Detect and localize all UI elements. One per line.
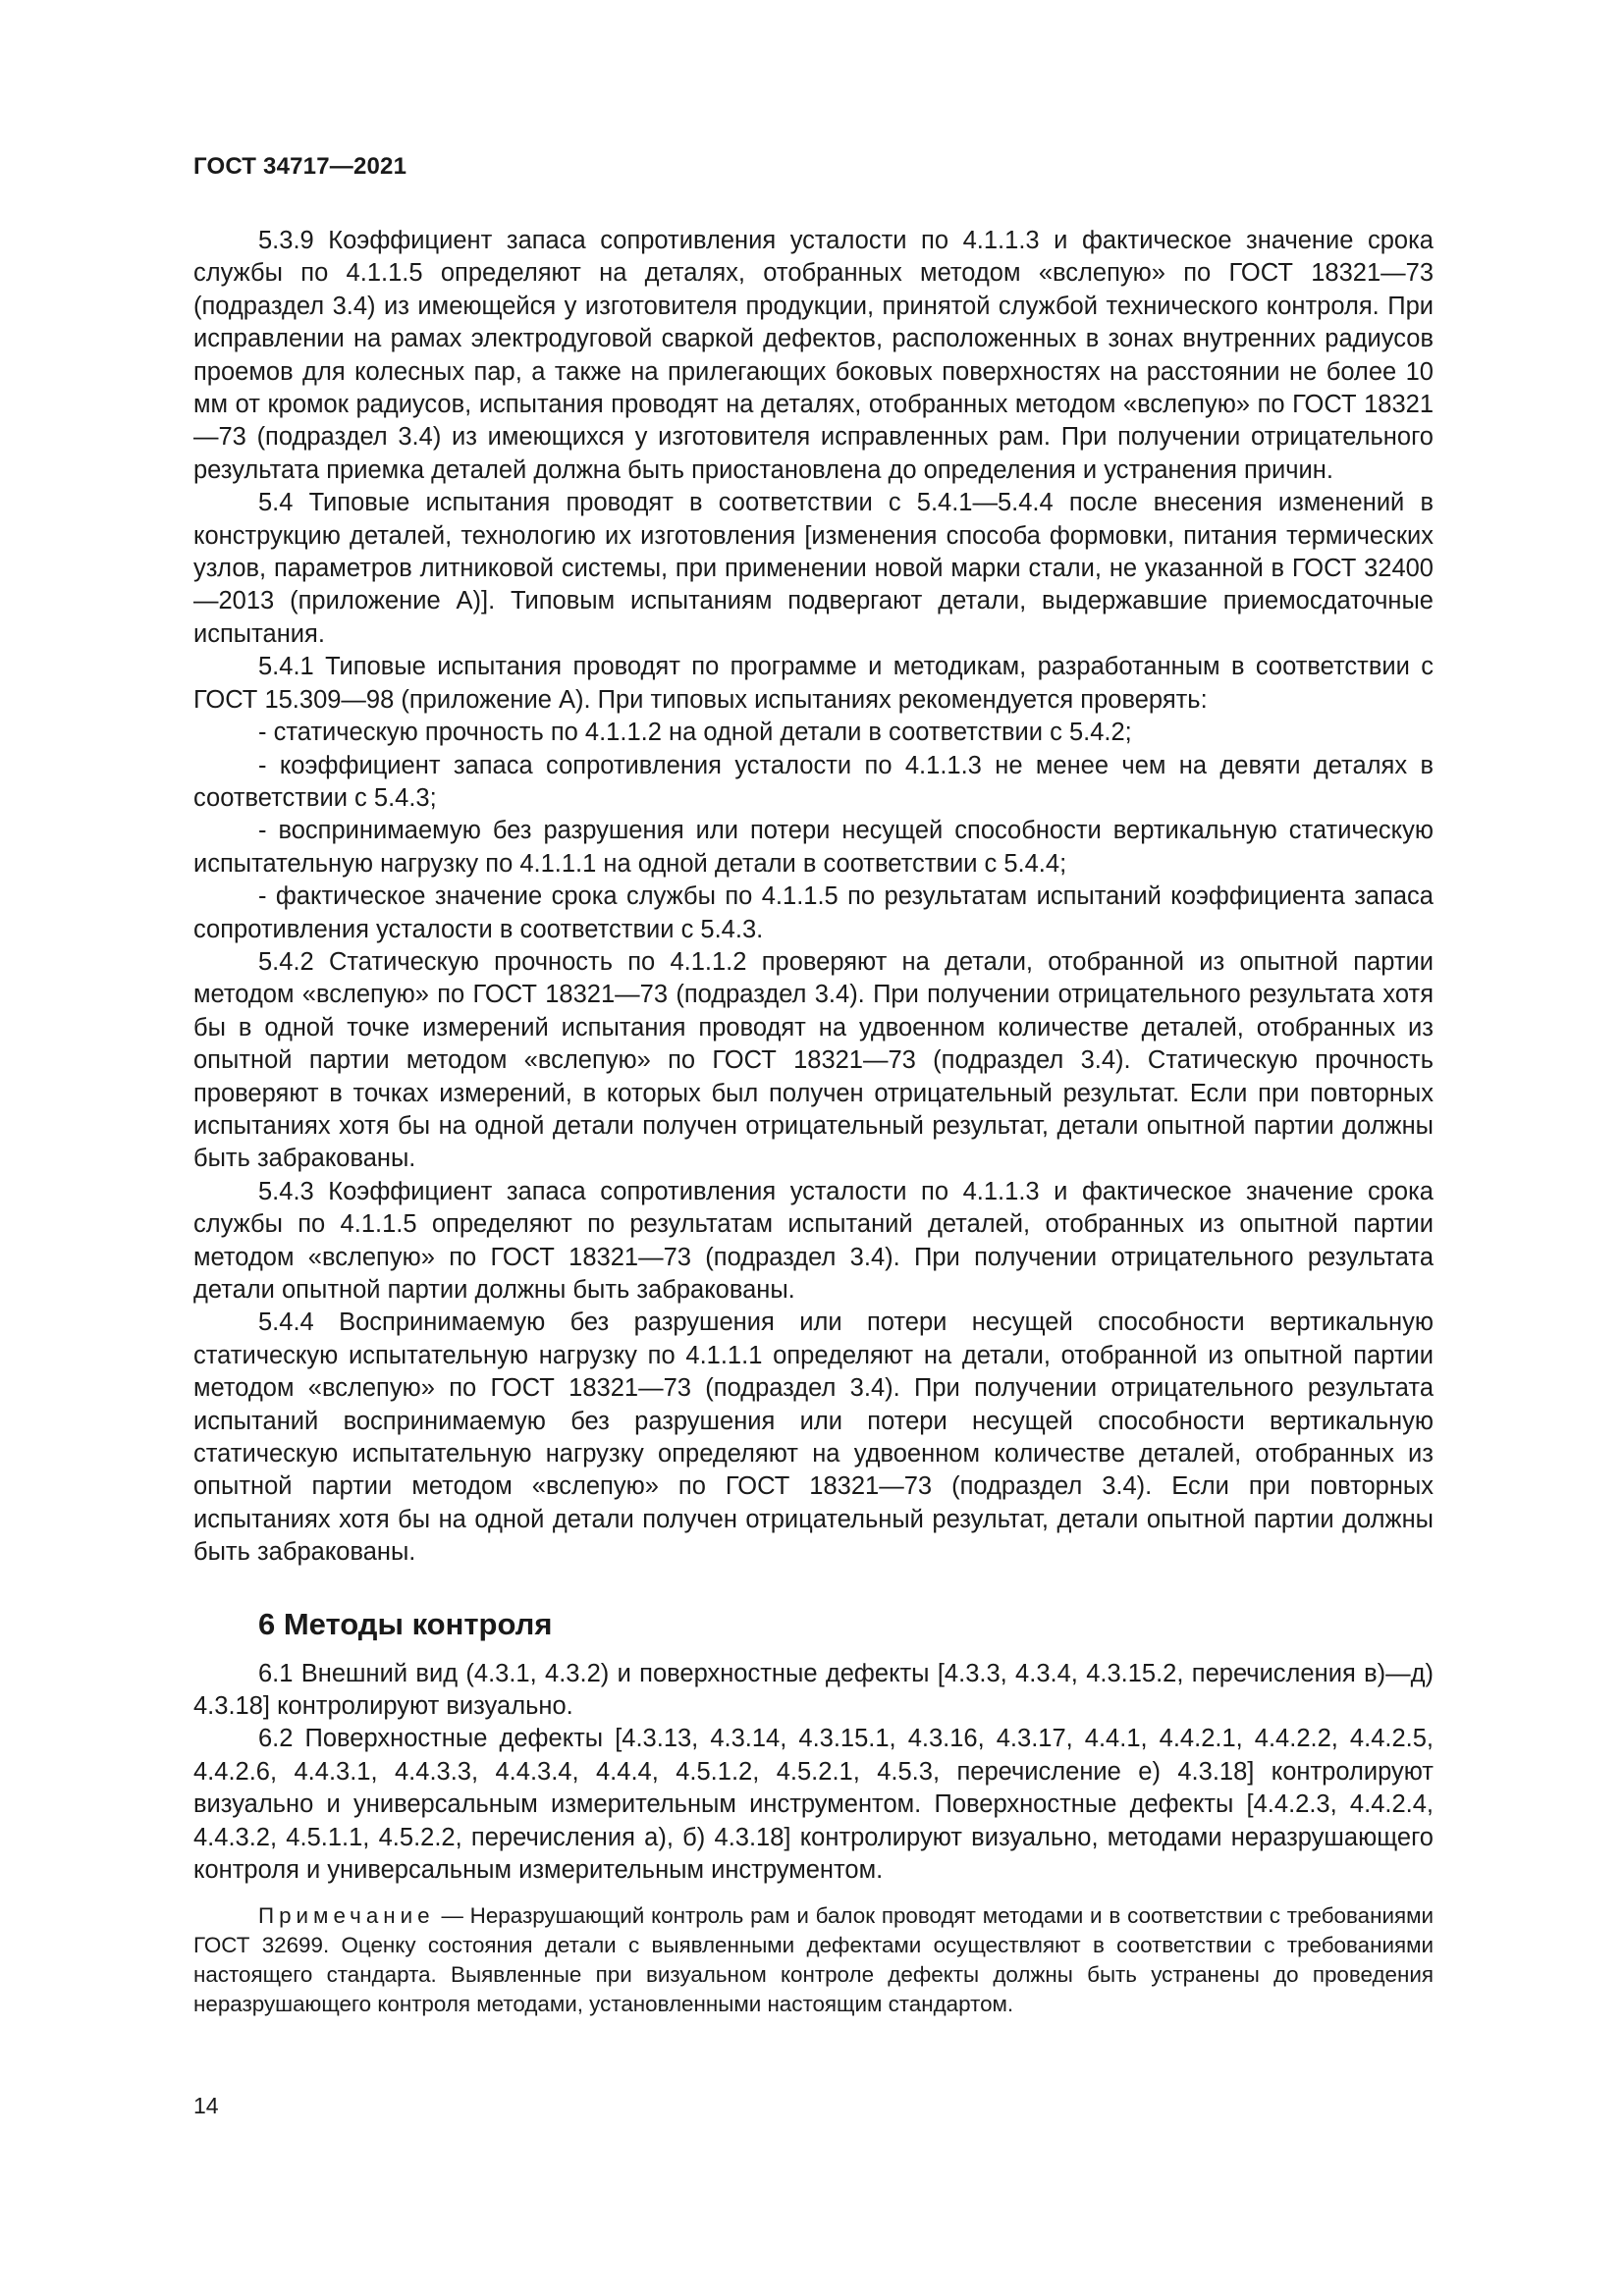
note-label: Примечание — [258, 1902, 435, 1928]
section-title: 6 Методы контроля — [258, 1606, 553, 1641]
list-item: - коэффициент запаса сопротивления усталости по 4.1.1.3 не менее чем на девяти деталях в соответствии с 5.4.3; — [193, 751, 1434, 812]
list-item: - фактическое значение срока службы по 4.1.1.5 по результатам испытаний коэффициента запаса сопротивления усталости в соответствии с 5.4.3. — [193, 882, 1434, 943]
paragraph-5-4-1: 5.4.1 Типовые испытания проводят по программе и методикам, разработанным в соответствии с ГОСТ 15.309—98 (приложение А). При типовых испытаниях рекомендуется проверять: — [193, 653, 1434, 714]
paragraph-6-2: 6.2 Поверхностные дефекты [4.3.13, 4.3.14, 4.3.15.1, 4.3.16, 4.3.17, 4.4.1, 4.4.2.1, 4.4.2.2, 4.4.2.5, 4.4.2.6, 4.4.3.1, 4.4.3.3, 4.4.3.4, 4.4.4, 4.5.1.2, 4.5.2.1, 4.5.3, перечисление е) 4.3.18] контролируют визуально и универсальным измерительным инструментом. Поверхностные дефекты [4.4.2.3, 4.4.2.4, 4.4.3.2, 4.5.1.1, 4.5.2.2, перечисления а), б) 4.3.18] контролируют визуально, методами неразрушающего контроля и универсальным измерительным инструментом. — [193, 1725, 1434, 1885]
paragraph-5-4-2: 5.4.2 Статическую прочность по 4.1.1.2 проверяют на детали, отобранной из опытной партии методом «вслепую» по ГОСТ 18321—73 (подраздел 3.4). При получении отрицательного результата хотя бы в одной точке измерений испытания проводят на удвоенном количестве деталей, отобранных из опытной партии методом «вслепую» по ГОСТ 18321—73 (подраздел 3.4). Статическую прочность проверяют в точках измерений, в которых был получен отрицательный результат. Если при повторных испытаниях хотя бы на одной детали получен отрицательный результат, детали опытной партии должны быть забракованы. — [193, 947, 1434, 1173]
paragraph-5-4-4: 5.4.4 Воспринимаемую без разрушения или потери несущей способности вертикальную статическую испытательную нагрузку по 4.1.1.1 определяют на детали, отобранной из опытной партии методом «вслепую» по ГОСТ 18321—73 (подраздел 3.4). При получении отрицательного результата испытаний воспринимаемую без разрушения или потери несущей способности вертикальную статическую испытательную нагрузку определяют на удвоенном количестве деталей, отобранных из опытной партии методом «вслепую» по ГОСТ 18321—73 (подраздел 3.4). Если при повторных испытаниях хотя бы на одной детали получен отрицательный результат, детали опытной партии должны быть забракованы. — [193, 1308, 1434, 1567]
list-item: - воспринимаемую без разрушения или потери несущей способности вертикальную статическую испытательную нагрузку по 4.1.1.1 на одной детали в соответствии с 5.4.4; — [193, 817, 1434, 878]
page-number: 14 — [193, 2093, 219, 2118]
paragraph-5-3-9: 5.3.9 Коэффициент запаса сопротивления усталости по 4.1.1.3 и фактическое значение срока службы по 4.1.1.5 определяют на деталях, отобранных методом «вслепую» по ГОСТ 18321—73 (подраздел 3.4) из имеющейся у изготовителя продукции, принятой службой технического контроля. При исправлении на рамах электродуговой сваркой дефектов, расположенных в зонах внутренних радиусов проемов для колесных пар, а также на прилегающих боковых поверхностях на расстоянии не более 10 мм от кромок радиусов, испытания проводят на деталях, отобранных методом «вслепую» по ГОСТ 18321—73 (подраздел 3.4) из имеющихся у изготовителя исправленных рам. При получении отрицательного результата приемка деталей должна быть приостановлена до определения и устранения причин. — [193, 227, 1434, 484]
paragraph-6-1: 6.1 Внешний вид (4.3.1, 4.3.2) и поверхностные дефекты [4.3.3, 4.3.4, 4.3.15.2, перечисления в)—д) 4.3.18] контролируют визуально. — [193, 1659, 1434, 1721]
paragraph-5-4: 5.4 Типовые испытания проводят в соответствии с 5.4.1—5.4.4 после внесения изменений в конструкцию деталей, технологию их изготовления [изменения способа формовки, питания термических узлов, параметров литниковой системы, при применении новой марки стали, не указанной в ГОСТ 32400—2013 (приложение А)]. Типовым испытаниям подвергают детали, выдержавшие приемосдаточные испытания. — [193, 489, 1434, 648]
note — [193, 1901, 1434, 2019]
list-item: - статическую прочность по 4.1.1.2 на одной детали в соответствии с 5.4.2; — [258, 719, 1132, 747]
document-body — [193, 225, 1434, 2019]
paragraph-5-4-3: 5.4.3 Коэффициент запаса сопротивления усталости по 4.1.1.3 и фактическое значение срока службы по 4.1.1.5 определяют по результатам испытаний деталей, отобранных из опытной партии методом «вслепую» по ГОСТ 18321—73 (подраздел 3.4). При получении отрицательного результата детали опытной партии должны быть забракованы. — [193, 1177, 1434, 1304]
note-text: — Неразрушающий контроль рам и балок проводят методами и в соответствии с требованиями ГОСТ 32699. Оценку состояния детали с выявленными дефектами осуществляют в соответствии с требованиями настоящего стандарта. Выявленные при визуальном контроле дефекты должны быть устранены до проведения неразрушающего контроля методами, установленными настоящим стандартом. — [193, 1902, 1434, 2016]
document-header: ГОСТ 34717—2021 — [193, 153, 407, 180]
